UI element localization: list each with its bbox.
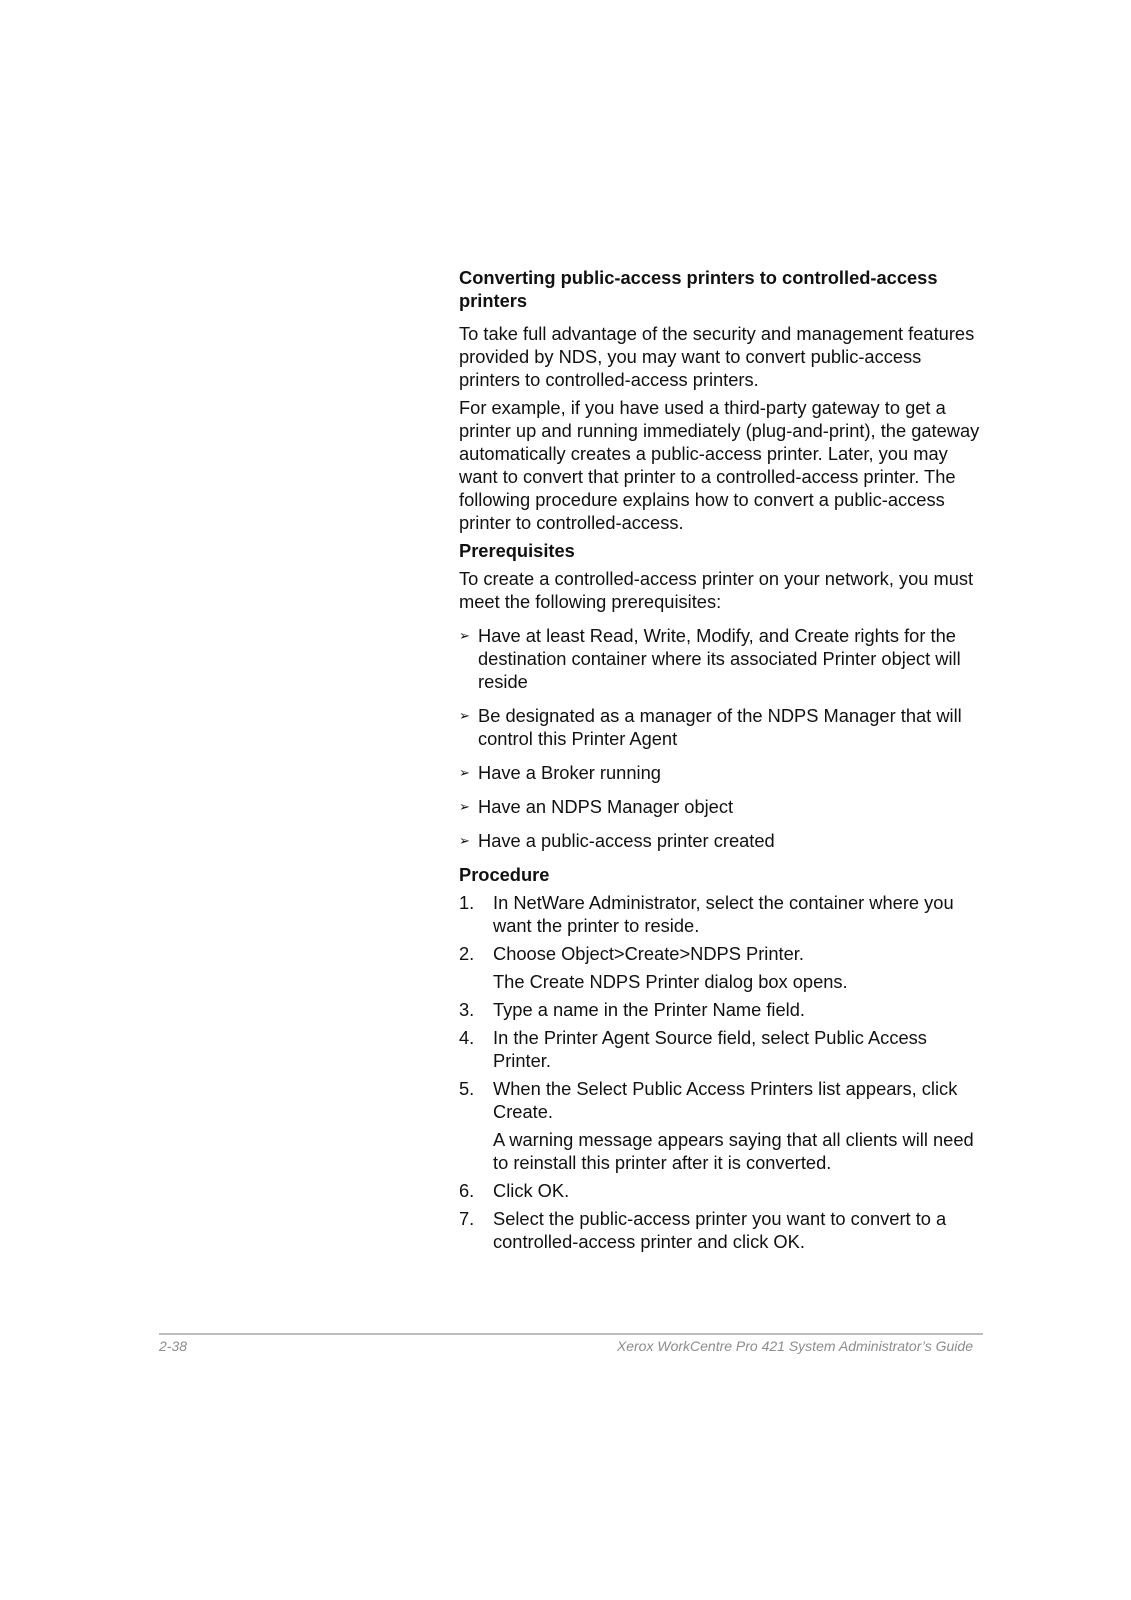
example-paragraph: For example, if you have used a third-party gateway to get a printer up and running immediately (plug-and-print), the gateway automatically creates a public-access printer. Later, you may want to convert that printer to a controlled-access printer. The following procedure explains how to convert a public-access printer to controlled-access. [459,397,980,533]
intro-paragraph: To take full advantage of the security and management features provided by NDS, you may want to convert public-access printers to controlled-access printers. [459,323,975,390]
arrow-bullet-icon: ➢ [459,799,470,814]
list-item-text: Have at least Read, Write, Modify, and Create rights for the destination container where its associated Printer object will reside [478,625,961,692]
page-number: 2-38 [159,1338,188,1354]
list-item [459,761,984,784]
step-number: 1. [459,892,475,913]
arrow-bullet-icon: ➢ [459,708,470,723]
step-text: When the Select Public Access Printers list appears, click Create. [493,1078,958,1122]
arrow-bullet-icon: ➢ [459,765,470,780]
step-number: 7. [459,1208,475,1229]
guide-title: Xerox WorkCentre Pro 421 System Administrator’s Guide [616,1338,973,1354]
list-item [459,704,984,750]
step-text: Choose Object>Create>NDPS Printer. [493,943,804,964]
procedure-step [459,942,984,993]
prerequisites-intro: To create a controlled-access printer on your network, you must meet the following prerequisites: [459,568,974,612]
prerequisites-list [459,624,984,852]
step-number: 5. [459,1078,475,1099]
step-text: Click OK. [493,1180,570,1201]
step-text: Select the public-access printer you want to convert to a controlled-access printer and click OK. [493,1208,947,1252]
list-item-text: Be designated as a manager of the NDPS Manager that will control this Printer Agent [478,705,962,749]
procedure-step [459,1026,984,1072]
list-item [459,795,984,818]
procedure-steps [459,891,984,1253]
arrow-bullet-icon: ➢ [459,833,470,848]
procedure-step [459,891,984,937]
procedure-step [459,1179,984,1202]
step-note: A warning message appears saying that all clients will need to reinstall this printer after it is converted. [493,1129,974,1173]
footer-divider [159,1333,983,1335]
step-text: In the Printer Agent Source field, select Public Access Printer. [493,1027,927,1071]
step-number: 4. [459,1027,475,1048]
list-item-text: Have a Broker running [478,762,661,783]
step-number: 3. [459,999,475,1020]
step-note: The Create NDPS Printer dialog box opens. [493,971,848,992]
list-item [459,829,984,852]
arrow-bullet-icon: ➢ [459,628,470,643]
list-item-text: Have an NDPS Manager object [478,796,734,817]
list-item [459,624,984,693]
list-item-text: Have a public-access printer created [478,830,775,851]
section-title: Converting public-access printers to controlled-access printers [459,267,938,311]
step-number: 2. [459,943,475,964]
procedure-step [459,998,984,1021]
procedure-step [459,1077,984,1174]
step-text: In NetWare Administrator, select the container where you want the printer to reside. [493,892,954,936]
step-text: Type a name in the Printer Name field. [493,999,805,1020]
page-content [459,266,984,1258]
procedure-step [459,1207,984,1253]
step-number: 6. [459,1180,475,1201]
procedure-heading: Procedure [459,864,550,885]
prerequisites-heading: Prerequisites [459,540,575,561]
